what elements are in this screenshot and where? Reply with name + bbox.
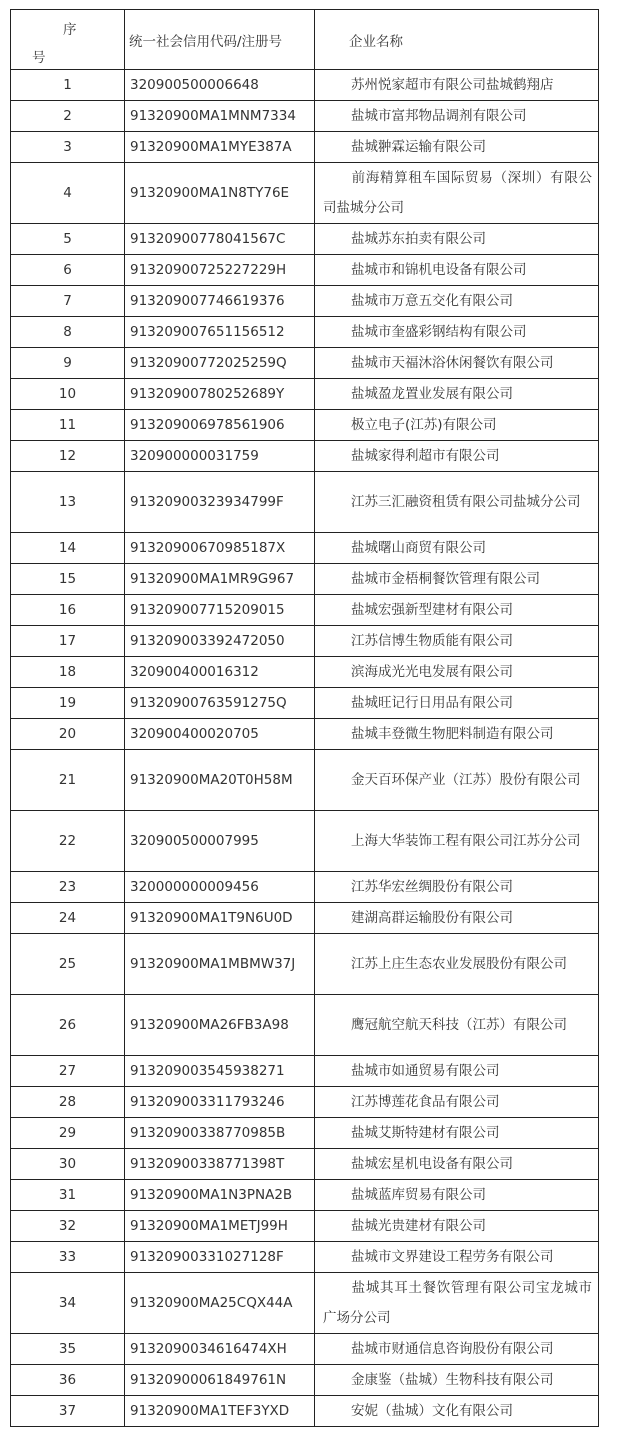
enterprise-name-text: 金天百环保产业（江苏）股份有限公司	[351, 772, 581, 788]
enterprise-name-text: 安妮（盐城）文化有限公司	[351, 1403, 513, 1419]
table-row	[11, 1087, 599, 1118]
enterprise-name-cell	[315, 224, 599, 255]
enterprise-name-text: 盐城市金梧桐餐饮管理有限公司	[351, 571, 540, 587]
credit-code-cell: 91320900763591275Q	[125, 688, 315, 719]
header-serial-line1: 序	[63, 22, 77, 38]
enterprise-name-cell	[315, 934, 599, 995]
credit-code-cell: 91320900MA1TEF3YXD	[125, 1396, 315, 1427]
serial-number-cell: 14	[11, 533, 125, 564]
credit-code-cell: 91320900338770985B	[125, 1118, 315, 1149]
enterprise-name-text: 盐城盈龙置业发展有限公司	[351, 386, 513, 402]
header-serial-line2: 号	[32, 50, 46, 66]
table-row	[11, 132, 599, 163]
enterprise-name-text: 盐城市文界建设工程劳务有限公司	[351, 1249, 554, 1265]
table-row	[11, 224, 599, 255]
table-row	[11, 379, 599, 410]
enterprise-name-cell	[315, 872, 599, 903]
enterprise-name-text: 江苏上庄生态农业发展股份有限公司	[351, 956, 567, 972]
serial-number-cell: 31	[11, 1180, 125, 1211]
enterprise-name-cell	[315, 255, 599, 286]
enterprise-name-text: 盐城宏强新型建材有限公司	[351, 602, 513, 618]
serial-number-cell: 33	[11, 1242, 125, 1273]
enterprise-name-cell	[315, 811, 599, 872]
table-row	[11, 1334, 599, 1365]
serial-number-cell: 27	[11, 1056, 125, 1087]
enterprise-name-cell	[315, 533, 599, 564]
serial-number-cell: 16	[11, 595, 125, 626]
enterprise-name-text: 盐城家得利超市有限公司	[351, 448, 500, 464]
enterprise-name-cell	[315, 1365, 599, 1396]
enterprise-name-cell	[315, 903, 599, 934]
credit-code-cell: 9132090034616474XH	[125, 1334, 315, 1365]
table-row	[11, 995, 599, 1056]
enterprise-name-text: 盐城宏星机电设备有限公司	[351, 1156, 513, 1172]
enterprise-name-cell	[315, 719, 599, 750]
enterprise-name-cell	[315, 70, 599, 101]
enterprise-table	[10, 9, 599, 1427]
serial-number-cell: 25	[11, 934, 125, 995]
serial-number-cell: 22	[11, 811, 125, 872]
table-row	[11, 934, 599, 995]
enterprise-name-text: 极立电子(江苏)有限公司	[351, 417, 497, 433]
credit-code-cell: 320900000031759	[125, 441, 315, 472]
enterprise-name-text: 盐城市奎盛彩钢结构有限公司	[351, 324, 527, 340]
credit-code-cell: 913209007746619376	[125, 286, 315, 317]
credit-code-cell: 320900500006648	[125, 70, 315, 101]
enterprise-name-cell	[315, 1273, 599, 1334]
enterprise-name-text: 盐城旺记行日用品有限公司	[351, 695, 513, 711]
credit-code-cell: 320900400020705	[125, 719, 315, 750]
credit-code-cell: 91320900725227229H	[125, 255, 315, 286]
serial-number-cell: 18	[11, 657, 125, 688]
credit-code-cell: 91320900780252689Y	[125, 379, 315, 410]
table-header-row	[11, 10, 599, 70]
table-row	[11, 1180, 599, 1211]
credit-code-cell: 913209003545938271	[125, 1056, 315, 1087]
enterprise-name-cell	[315, 1242, 599, 1273]
serial-number-cell: 3	[11, 132, 125, 163]
table-row	[11, 255, 599, 286]
credit-code-cell: 913209003311793246	[125, 1087, 315, 1118]
enterprise-name-text: 盐城市天福沐浴休闲餐饮有限公司	[351, 355, 554, 371]
enterprise-name-text: 盐城翀霖运输有限公司	[351, 139, 486, 155]
enterprise-name-text: 盐城蓝库贸易有限公司	[351, 1187, 486, 1203]
enterprise-name-text: 盐城市和锦机电设备有限公司	[351, 262, 527, 278]
credit-code-cell: 91320900MA1MBMW37J	[125, 934, 315, 995]
enterprise-name-cell	[315, 626, 599, 657]
enterprise-name-cell	[315, 1087, 599, 1118]
enterprise-name-cell	[315, 379, 599, 410]
enterprise-name-text: 苏州悦家超市有限公司盐城鹤翔店	[351, 77, 554, 93]
header-enterprise-name: 企业名称	[315, 10, 599, 70]
serial-number-cell: 1	[11, 70, 125, 101]
enterprise-name-text: 盐城苏东拍卖有限公司	[351, 231, 486, 247]
credit-code-cell: 913209007715209015	[125, 595, 315, 626]
enterprise-name-text: 金康鉴（盐城）生物科技有限公司	[351, 1372, 554, 1388]
serial-number-cell: 29	[11, 1118, 125, 1149]
enterprise-name-cell	[315, 1180, 599, 1211]
credit-code-cell: 91320900MA1MR9G967	[125, 564, 315, 595]
enterprise-name-cell	[315, 750, 599, 811]
serial-number-cell: 11	[11, 410, 125, 441]
enterprise-name-cell	[315, 410, 599, 441]
table-row	[11, 441, 599, 472]
serial-number-cell: 10	[11, 379, 125, 410]
serial-number-cell: 28	[11, 1087, 125, 1118]
serial-number-cell: 5	[11, 224, 125, 255]
enterprise-name-cell	[315, 286, 599, 317]
table-row	[11, 811, 599, 872]
enterprise-name-cell	[315, 317, 599, 348]
serial-number-cell: 13	[11, 472, 125, 533]
serial-number-cell: 35	[11, 1334, 125, 1365]
enterprise-name-text: 盐城市财通信息咨询股份有限公司	[351, 1341, 554, 1357]
enterprise-name-cell	[315, 101, 599, 132]
enterprise-name-text: 盐城市万意五交化有限公司	[351, 293, 513, 309]
enterprise-name-cell	[315, 1334, 599, 1365]
enterprise-name-text: 盐城光贵建材有限公司	[351, 1218, 486, 1234]
credit-code-cell: 91320900MA1N8TY76E	[125, 163, 315, 224]
serial-number-cell: 34	[11, 1273, 125, 1334]
enterprise-name-cell	[315, 1211, 599, 1242]
enterprise-name-text: 鹰冠航空航天科技（江苏）有限公司	[351, 1017, 567, 1033]
serial-number-cell: 26	[11, 995, 125, 1056]
serial-number-cell: 19	[11, 688, 125, 719]
table-row	[11, 1056, 599, 1087]
table-row	[11, 626, 599, 657]
table-row	[11, 410, 599, 441]
enterprise-name-text: 盐城丰登微生物肥料制造有限公司	[351, 726, 554, 742]
table-body	[11, 70, 599, 1427]
table-row	[11, 750, 599, 811]
serial-number-cell: 9	[11, 348, 125, 379]
enterprise-name-cell	[315, 1149, 599, 1180]
serial-number-cell: 7	[11, 286, 125, 317]
credit-code-cell: 91320900MA1T9N6U0D	[125, 903, 315, 934]
table-row	[11, 657, 599, 688]
enterprise-name-text: 上海大华装饰工程有限公司江苏分公司	[351, 833, 581, 849]
table-row	[11, 1365, 599, 1396]
table-row	[11, 101, 599, 132]
credit-code-cell: 91320900061849761N	[125, 1365, 315, 1396]
serial-number-cell: 24	[11, 903, 125, 934]
table-row	[11, 1211, 599, 1242]
enterprise-name-cell	[315, 132, 599, 163]
table-row	[11, 903, 599, 934]
table-row	[11, 1396, 599, 1427]
table-row	[11, 1118, 599, 1149]
table-row	[11, 595, 599, 626]
credit-code-cell: 913209006978561906	[125, 410, 315, 441]
enterprise-name-cell	[315, 995, 599, 1056]
serial-number-cell: 30	[11, 1149, 125, 1180]
table-row	[11, 317, 599, 348]
serial-number-cell: 4	[11, 163, 125, 224]
table-row	[11, 70, 599, 101]
table-row	[11, 872, 599, 903]
credit-code-cell: 91320900338771398T	[125, 1149, 315, 1180]
enterprise-name-cell	[315, 688, 599, 719]
enterprise-name-cell	[315, 1118, 599, 1149]
table-row	[11, 1149, 599, 1180]
credit-code-cell: 91320900MA1N3PNA2B	[125, 1180, 315, 1211]
serial-number-cell: 12	[11, 441, 125, 472]
credit-code-cell: 91320900MA20T0H58M	[125, 750, 315, 811]
credit-code-cell: 913209003392472050	[125, 626, 315, 657]
enterprise-name-text: 盐城市如通贸易有限公司	[351, 1063, 500, 1079]
credit-code-cell: 91320900MA26FB3A98	[125, 995, 315, 1056]
enterprise-name-text: 江苏三汇融资租赁有限公司盐城分公司	[351, 494, 581, 510]
table-row	[11, 688, 599, 719]
enterprise-name-cell	[315, 163, 599, 224]
header-credit-code: 统一社会信用代码/注册号	[125, 10, 315, 70]
credit-code-cell: 91320900331027128F	[125, 1242, 315, 1273]
enterprise-name-text: 江苏信博生物质能有限公司	[351, 633, 513, 649]
enterprise-name-cell	[315, 657, 599, 688]
credit-code-cell: 91320900323934799F	[125, 472, 315, 533]
enterprise-name-cell	[315, 1056, 599, 1087]
enterprise-name-text: 建湖高群运输股份有限公司	[351, 910, 513, 926]
table-row	[11, 564, 599, 595]
credit-code-cell: 91320900MA1MNM7334	[125, 101, 315, 132]
table-row	[11, 719, 599, 750]
enterprise-name-cell	[315, 348, 599, 379]
enterprise-name-text: 滨海成光光电发展有限公司	[351, 664, 513, 680]
table-row	[11, 472, 599, 533]
table-row	[11, 163, 599, 224]
serial-number-cell: 17	[11, 626, 125, 657]
serial-number-cell: 37	[11, 1396, 125, 1427]
serial-number-cell: 6	[11, 255, 125, 286]
enterprise-name-cell	[315, 441, 599, 472]
credit-code-cell: 320000000009456	[125, 872, 315, 903]
enterprise-name-text: 前海精算租车国际贸易（深圳）有限公司盐城分公司	[323, 170, 592, 216]
credit-code-cell: 91320900MA25CQX44A	[125, 1273, 315, 1334]
serial-number-cell: 21	[11, 750, 125, 811]
table-row	[11, 348, 599, 379]
serial-number-cell: 2	[11, 101, 125, 132]
enterprise-name-cell	[315, 595, 599, 626]
serial-number-cell: 15	[11, 564, 125, 595]
table-row	[11, 1273, 599, 1334]
enterprise-name-cell	[315, 1396, 599, 1427]
serial-number-cell: 20	[11, 719, 125, 750]
credit-code-cell: 91320900778041567C	[125, 224, 315, 255]
credit-code-cell: 320900500007995	[125, 811, 315, 872]
serial-number-cell: 36	[11, 1365, 125, 1396]
enterprise-name-text: 江苏华宏丝绸股份有限公司	[351, 879, 513, 895]
enterprise-name-text: 盐城艾斯特建材有限公司	[351, 1125, 500, 1141]
enterprise-name-cell	[315, 472, 599, 533]
enterprise-name-text: 江苏博莲花食品有限公司	[351, 1094, 500, 1110]
table-row	[11, 1242, 599, 1273]
serial-number-cell: 8	[11, 317, 125, 348]
credit-code-cell: 91320900MA1METJ99H	[125, 1211, 315, 1242]
credit-code-cell: 91320900670985187X	[125, 533, 315, 564]
serial-number-cell: 32	[11, 1211, 125, 1242]
enterprise-name-text: 盐城曙山商贸有限公司	[351, 540, 486, 556]
credit-code-cell: 91320900MA1MYE387A	[125, 132, 315, 163]
serial-number-cell: 23	[11, 872, 125, 903]
table-row	[11, 286, 599, 317]
credit-code-cell: 91320900772025259Q	[125, 348, 315, 379]
enterprise-name-cell	[315, 564, 599, 595]
enterprise-name-text: 盐城其耳土餐饮管理有限公司宝龙城市广场分公司	[323, 1280, 592, 1326]
credit-code-cell: 913209007651156512	[125, 317, 315, 348]
credit-code-cell: 320900400016312	[125, 657, 315, 688]
table-row	[11, 533, 599, 564]
header-serial-number	[11, 10, 125, 70]
enterprise-name-text: 盐城市富邦物品调剂有限公司	[351, 108, 527, 124]
